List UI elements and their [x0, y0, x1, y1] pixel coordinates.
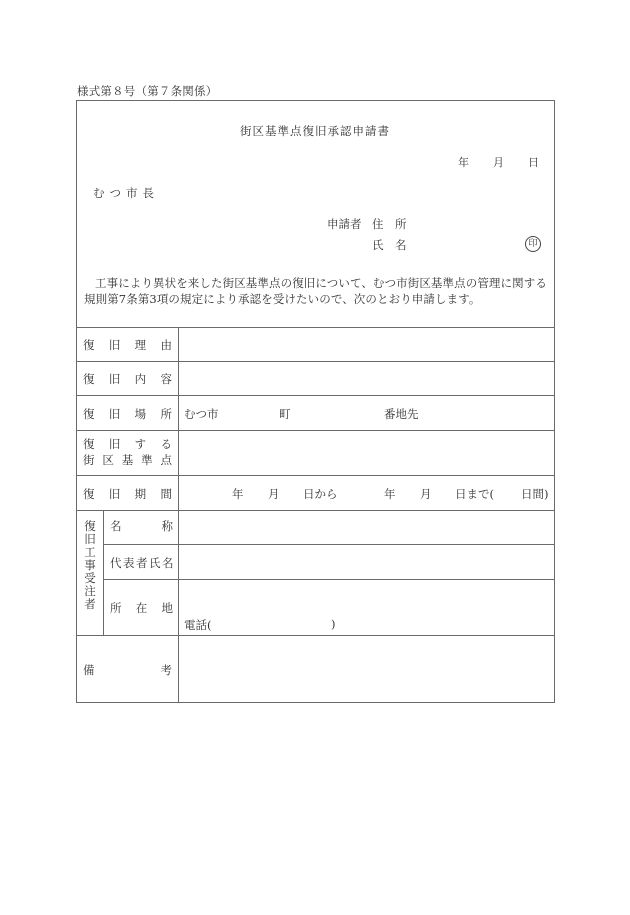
label-char: 由	[160, 338, 172, 352]
label-char: る	[160, 437, 172, 451]
label-char: 所	[160, 407, 172, 421]
label-char: 在	[135, 601, 148, 615]
label-char: 地	[161, 601, 173, 615]
representative-field[interactable]	[180, 545, 554, 578]
label-contractor-address	[110, 600, 173, 616]
applicant-address-label: 住 所	[372, 217, 407, 231]
label-char: 区	[102, 453, 114, 467]
label-char: 旧	[108, 407, 121, 421]
label-char: 復	[83, 437, 95, 451]
label-char: 準	[141, 453, 153, 467]
phone-close: )	[331, 617, 336, 631]
phone-open: 電話(	[184, 618, 212, 632]
label-char: 受	[84, 571, 96, 585]
row-divider	[103, 579, 555, 580]
label-char: 期	[134, 487, 147, 501]
label-char: 考	[160, 663, 172, 677]
label-char: 間	[160, 487, 172, 501]
label-char: 復	[83, 487, 95, 501]
label-char: す	[134, 437, 147, 451]
label-char: 工	[84, 545, 96, 559]
date-month: 月	[493, 156, 504, 169]
date-day: 日	[528, 156, 539, 169]
label-period	[83, 486, 172, 502]
label-char: 旧	[108, 487, 121, 501]
label-char: 備	[83, 663, 95, 677]
label-char: 旧	[108, 372, 121, 386]
label-char: 旧	[108, 338, 121, 352]
label-char: 理	[134, 338, 147, 352]
label-remarks	[83, 662, 172, 678]
applicant-name-label: 氏 名	[372, 238, 407, 252]
label-char: 名	[110, 519, 122, 533]
addressee: むつ市長	[93, 186, 159, 200]
request-statement	[84, 275, 547, 307]
label-point-line2	[83, 452, 172, 468]
row-divider	[76, 395, 555, 396]
content-field[interactable]	[180, 362, 554, 394]
period-from-year: 年	[232, 487, 244, 501]
period-to-day: 日まで(	[455, 487, 494, 501]
label-char: 場	[134, 407, 147, 421]
label-char: 基	[121, 453, 134, 467]
remarks-field[interactable]	[180, 636, 554, 702]
column-divider	[178, 327, 179, 703]
period-to-year: 年	[384, 487, 396, 501]
label-char: 復	[83, 338, 95, 352]
point-field[interactable]	[180, 431, 554, 474]
contractor-name-field[interactable]	[180, 511, 554, 543]
label-char: 注	[84, 584, 96, 598]
label-char: 旧	[108, 437, 121, 451]
label-contractor-name	[110, 518, 173, 534]
label-char: 称	[161, 519, 173, 533]
label-contractor-group	[83, 520, 97, 611]
label-char: 点	[160, 453, 172, 467]
label-char: 復	[83, 407, 95, 421]
label-char: 街	[83, 453, 95, 467]
location-town: 町	[279, 407, 291, 421]
label-char: 内	[134, 372, 147, 386]
label-char: 復	[84, 519, 96, 533]
label-char: 旧	[84, 532, 96, 546]
applicant-label: 申請者	[327, 217, 362, 231]
label-char: 所	[110, 601, 122, 615]
label-char: 事	[84, 558, 96, 572]
reason-field[interactable]	[180, 328, 554, 360]
period-to-month: 月	[420, 487, 432, 501]
label-content	[83, 371, 172, 387]
document-title: 街区基準点復旧承認申請書	[240, 124, 390, 138]
label-char: 復	[83, 372, 95, 386]
seal-mark: 印	[525, 236, 541, 252]
period-from-day: 日から	[303, 487, 338, 501]
period-days: 日間)	[521, 487, 549, 501]
location-lot: 番地先	[384, 407, 419, 421]
period-from-month: 月	[268, 487, 280, 501]
label-reason	[83, 337, 172, 353]
row-divider	[76, 475, 555, 476]
label-location	[83, 406, 172, 422]
statement-line-2: 規則第7条第3項の規定により承認を受けたいので、次のとおり申請します。	[84, 292, 481, 306]
column-divider	[103, 510, 104, 635]
date-year: 年	[458, 156, 469, 169]
label-point-line1	[83, 436, 172, 452]
location-city: むつ市	[184, 407, 219, 421]
label-char: 容	[160, 372, 172, 386]
label-representative: 代表者氏名	[110, 556, 175, 570]
statement-line-1: 工事により異状を来した街区基準点の復旧について、むつ市街区基準点の管理に関する	[95, 276, 547, 290]
form-number: 様式第８号（第７条関係）	[77, 84, 218, 98]
label-char: 者	[84, 597, 96, 611]
